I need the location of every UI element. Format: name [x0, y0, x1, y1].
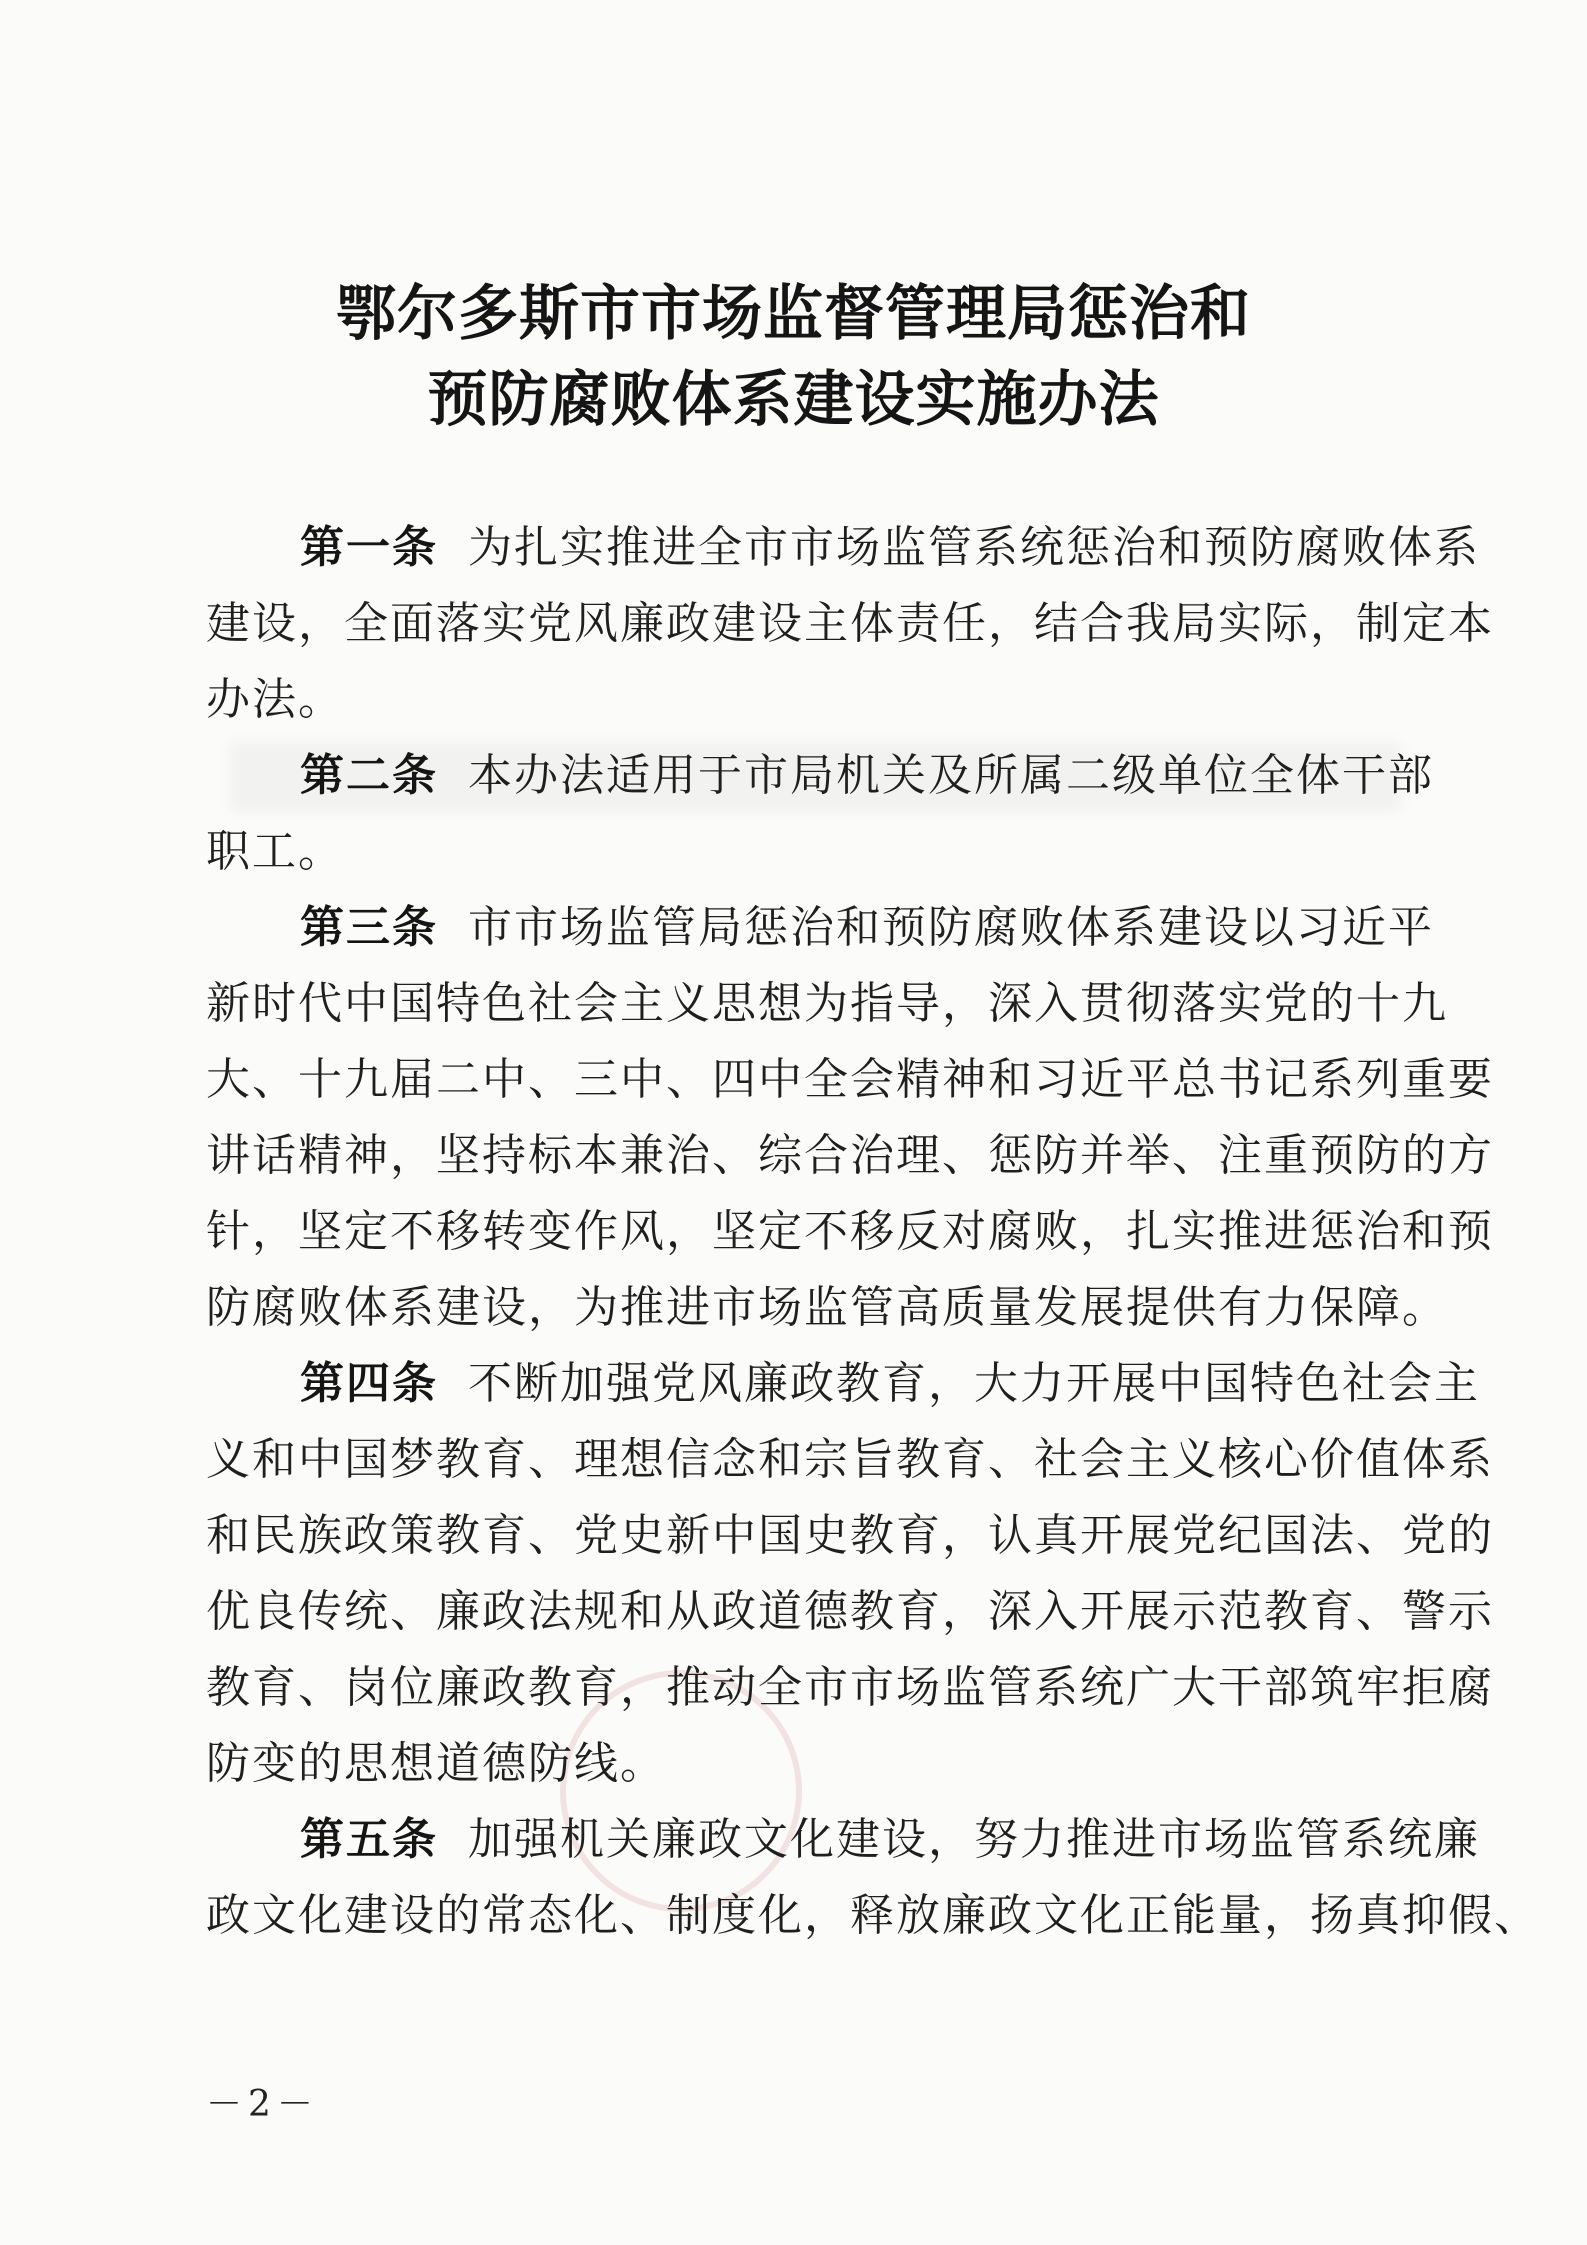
article-5-text-line: 政文化建设的常态化、制度化，释放廉政文化正能量，扬真抑假、 [206, 1890, 1540, 1941]
article-4-heading: 第四条 [300, 1358, 438, 1409]
article-5-text-line: 加强机关廉政文化建设，努力推进市场监管系统廉 [468, 1814, 1480, 1865]
article-3-text-line: 针，坚定不移转变作风，坚定不移反对腐败，扎实推进惩治和预 [206, 1206, 1494, 1257]
article-4-text-line: 防变的思想道德防线。 [206, 1738, 666, 1789]
article-4-text-line: 和民族政策教育、党史新中国史教育，认真开展党纪国法、党的 [206, 1510, 1494, 1561]
article-2-text-line: 本办法适用于市局机关及所属二级单位全体干部 [468, 750, 1434, 801]
article-3-text-line: 大、十九届二中、三中、四中全会精神和习近平总书记系列重要 [206, 1054, 1494, 1105]
article-1-first-line [300, 518, 1480, 578]
article-1-heading: 第一条 [300, 522, 438, 573]
article-5-first-line [300, 1810, 1480, 1870]
article-4-first-line [300, 1354, 1480, 1414]
article-4-text-line: 教育、岗位廉政教育，推动全市市场监管系统广大干部筑牢拒腐 [206, 1662, 1494, 1713]
article-3-text-line: 新时代中国特色社会主义思想为指导，深入贯彻落实党的十九 [206, 978, 1448, 1029]
article-2-text-line: 职工。 [206, 826, 344, 877]
article-3-text-line: 讲话精神，坚持标本兼治、综合治理、惩防并举、注重预防的方 [206, 1130, 1494, 1181]
article-4-text-line: 不断加强党风廉政教育，大力开展中国特色社会主 [468, 1358, 1480, 1409]
article-5-heading: 第五条 [300, 1814, 438, 1865]
article-4-text-line: 优良传统、廉政法规和从政道德教育，深入开展示范教育、警示 [206, 1586, 1494, 1637]
article-3-first-line [300, 898, 1434, 958]
article-2-first-line [300, 746, 1434, 806]
document-title-line-2: 预防腐败体系建设实施办法 [427, 365, 1160, 435]
article-1-text-line: 为扎实推进全市市场监管系统惩治和预防腐败体系 [468, 522, 1480, 573]
article-1-text-line: 办法。 [206, 674, 344, 725]
article-3-text-line: 市市场监管局惩治和预防腐败体系建设以习近平 [468, 902, 1434, 953]
document-title-line-1: 鄂尔多斯市市场监督管理局惩治和 [336, 279, 1251, 349]
page-number: －2－ [206, 2084, 319, 2125]
article-2-heading: 第二条 [300, 750, 438, 801]
article-1-text-line: 建设，全面落实党风廉政建设主体责任，结合我局实际，制定本 [206, 598, 1494, 649]
article-4-text-line: 义和中国梦教育、理想信念和宗旨教育、社会主义核心价值体系 [206, 1434, 1494, 1485]
article-3-heading: 第三条 [300, 902, 438, 953]
article-3-text-line: 防腐败体系建设，为推进市场监管高质量发展提供有力保障。 [206, 1282, 1448, 1333]
